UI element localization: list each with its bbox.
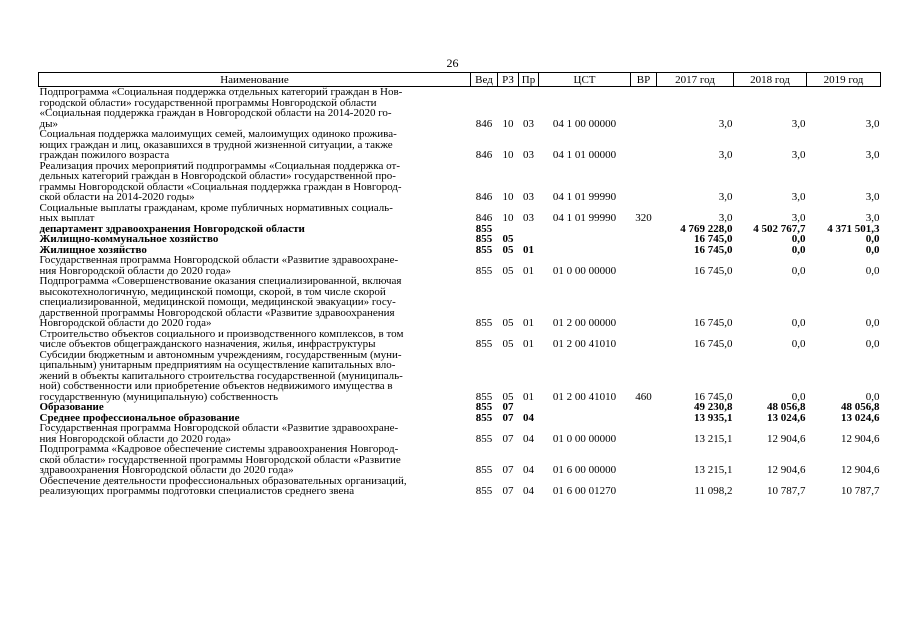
row-name-line: ных выплат: [39, 212, 95, 224]
row-2019: 0,0: [865, 390, 880, 403]
row-2019: 0,0: [865, 233, 880, 245]
row-ved: 846: [475, 212, 493, 224]
row-name: [39, 203, 471, 224]
row-2017: 16 745,0: [694, 338, 733, 350]
row-vr: [631, 423, 657, 444]
header-vr: ВР: [631, 73, 657, 87]
row-rz: 07: [502, 464, 514, 476]
table-row: [39, 423, 881, 444]
row-cst: 01 2 00 41010: [552, 390, 617, 403]
row-2017: 13 215,1: [694, 464, 733, 476]
row-2018: 3,0: [791, 117, 806, 130]
table-row: [39, 476, 881, 497]
row-vr: [631, 161, 657, 203]
row-2017: 13 215,1: [694, 432, 733, 445]
row-name-line: специализированной, медицинской помощи, медицинской эвакуации» госу-: [39, 296, 396, 308]
row-cst: 01 2 00 41010: [552, 338, 617, 350]
row-cst: [539, 245, 631, 256]
table-header-row: [39, 73, 881, 87]
row-rz: 05: [502, 390, 514, 403]
row-name-line: ципальным) унитарным предприятиям на осуществление капитальных вло-: [39, 359, 396, 371]
row-2019: 12 904,6: [841, 464, 880, 476]
row-name: [39, 129, 471, 161]
row-rz: 05: [502, 243, 514, 256]
row-name-line: Подпрограмма «Совершенствование оказания специализированной, включая: [39, 275, 402, 287]
row-2019: 4 371 501,3: [827, 222, 880, 235]
row-2017: 16 745,0: [694, 390, 733, 403]
row-2019: 3,0: [865, 191, 880, 203]
row-rz: 07: [502, 411, 514, 424]
row-2018: 4 502 767,7: [753, 222, 806, 235]
row-rz: 05: [502, 233, 514, 245]
row-name: [39, 423, 471, 444]
row-2018: 12 904,6: [767, 464, 806, 476]
row-name-line: государственную (муниципальную) собственность: [39, 390, 278, 403]
row-name-line: реализующих программы подготовки специалистов среднего звена: [39, 485, 355, 497]
row-ved: 855: [475, 464, 493, 476]
row-cst: 01 0 00 00000: [552, 432, 617, 445]
row-name: [39, 276, 471, 329]
row-2018: 0,0: [791, 233, 806, 245]
row-pr: 04: [523, 432, 534, 445]
row-name-line: Обеспечение деятельности профессиональных образовательных организаций,: [39, 474, 407, 487]
row-2017: 49 230,8: [694, 401, 733, 413]
row-name-line: Подпрограмма «Кадровое обеспечение системы здравоохранения Новгород-: [39, 443, 399, 455]
row-pr: 04: [523, 411, 534, 424]
row-cst: [539, 234, 631, 245]
row-2019: 0,0: [865, 338, 880, 350]
header-ved: Вед: [471, 73, 498, 87]
table-row: [39, 234, 881, 245]
row-pr: 04: [523, 464, 534, 476]
row-2018: 0,0: [791, 243, 806, 256]
header-pr: Пр: [519, 73, 539, 87]
row-name-line: ния Новгородской области до 2020 года»: [39, 432, 232, 445]
row-pr: [519, 224, 539, 235]
row-ved: 855: [475, 390, 493, 403]
table-row: [39, 350, 881, 403]
row-cst: [539, 402, 631, 413]
row-name-line: департамент здравоохранения Новгородской области: [39, 222, 305, 235]
row-name-line: ды»: [39, 117, 58, 130]
row-rz: 05: [502, 264, 514, 277]
row-vr: [631, 87, 657, 130]
page-number: 26: [446, 56, 459, 70]
row-2019: 3,0: [865, 117, 880, 130]
row-2019: 13 024,6: [841, 411, 880, 424]
row-pr: 01: [523, 243, 534, 256]
row-rz: 10: [502, 191, 514, 203]
row-cst: 04 1 00 00000: [552, 117, 617, 130]
row-name-line: Государственная программа Новгородской области «Развитие здравоохране-: [39, 254, 399, 266]
row-pr: [519, 402, 539, 413]
row-2018: 48 056,8: [767, 401, 806, 413]
row-name-line: Строительство объектов социального и производственного комплексов, в том: [39, 327, 404, 340]
table-row: [39, 329, 881, 350]
row-ved: 855: [475, 264, 493, 277]
row-2019: 48 056,8: [841, 401, 880, 413]
row-name-line: Жилищное хозяйство: [39, 243, 147, 256]
row-rz: 10: [502, 117, 514, 130]
row-ved: 855: [475, 222, 493, 235]
row-name-line: Социальная поддержка малоимущих семей, малоимущих одиноко прожива-: [39, 128, 397, 140]
row-ved: 846: [475, 117, 493, 130]
row-name-line: ния Новгородской области до 2020 года»: [39, 264, 232, 277]
row-name-line: ющих граждан и лиц, оказавшихся в трудной жизненной ситуации, а также: [39, 138, 393, 151]
row-2018: 12 904,6: [767, 432, 806, 445]
row-name-line: Государственная программа Новгородской области «Развитие здравоохране-: [39, 422, 399, 434]
row-pr: 04: [523, 485, 534, 497]
row-name-line: Образование: [39, 401, 104, 413]
header-rz: РЗ: [498, 73, 519, 87]
row-name-line: здравоохранения Новгородской области до 2020 года»: [39, 464, 294, 476]
row-2019: 3,0: [865, 149, 880, 161]
row-cst: 04 1 01 99990: [552, 212, 617, 224]
row-vr: [631, 413, 657, 424]
row-2017: 16 745,0: [694, 317, 733, 329]
budget-table: [38, 72, 881, 497]
row-2018: 10 787,7: [767, 485, 806, 497]
row-name: [39, 444, 471, 476]
row-cst: [539, 413, 631, 424]
row-name-line: Субсидии бюджетным и автономным учреждениям, государственным (муни-: [39, 348, 402, 361]
row-name-line: числе объектов общегражданского назначения, жилья, инфраструктуры: [39, 338, 376, 350]
table-row: [39, 203, 881, 224]
row-name: [39, 161, 471, 203]
header-cst: ЦСТ: [539, 73, 631, 87]
row-name: [39, 350, 471, 403]
row-rz: 07: [502, 485, 514, 497]
row-cst: 04 1 01 99990: [552, 191, 617, 203]
row-pr: 03: [523, 191, 534, 203]
row-ved: 855: [475, 233, 493, 245]
row-2019: 3,0: [865, 212, 880, 224]
table-row: [39, 255, 881, 276]
row-pr: 03: [523, 212, 534, 224]
row-ved: 855: [475, 338, 493, 350]
row-vr: 460: [635, 390, 652, 403]
row-pr: [519, 234, 539, 245]
row-name-line: ной) собственности или приобретение объектов недвижимого имущества в: [39, 380, 393, 392]
row-name-line: граждан пожилого возраста: [39, 149, 170, 161]
header-2017: 2017 год: [657, 73, 734, 87]
header-name: Наименование: [39, 73, 471, 87]
row-2018: 0,0: [791, 338, 806, 350]
row-name-line: Социальные выплаты гражданам, кроме публичных нормативных социаль-: [39, 201, 393, 214]
row-cst: 01 6 00 01270: [552, 485, 617, 497]
row-2018: 0,0: [791, 390, 806, 403]
row-name-line: Жилищно-коммунальное хозяйство: [39, 233, 219, 245]
row-2017: 16 745,0: [694, 264, 733, 277]
row-ved: 846: [475, 191, 493, 203]
row-rz: 07: [502, 401, 514, 413]
row-2017: 3,0: [718, 117, 733, 130]
row-name-line: дельных категорий граждан в Новгородской области» государственной про-: [39, 170, 396, 182]
row-2018: 13 024,6: [767, 411, 806, 424]
row-2017: 13 935,1: [694, 411, 733, 424]
row-ved: 855: [475, 432, 493, 445]
row-rz: 10: [502, 149, 514, 161]
row-ved: 855: [475, 485, 493, 497]
row-cst: 01 6 00 00000: [552, 464, 617, 476]
row-name-line: жений в объекты капитального строительства государственной (муниципаль-: [39, 369, 403, 382]
table-row: [39, 444, 881, 476]
row-vr: [631, 255, 657, 276]
row-name-line: граммы Новгородской области «Социальная поддержка граждан в Новгород-: [39, 180, 402, 193]
row-vr: [631, 329, 657, 350]
row-rz: 05: [502, 338, 514, 350]
row-2017: 16 745,0: [694, 243, 733, 256]
row-rz: 05: [502, 317, 514, 329]
row-name-line: городской области» государственной программы Новгородской области: [39, 96, 377, 109]
row-2017: 4 769 228,0: [680, 222, 733, 235]
row-pr: 03: [523, 117, 534, 130]
row-cst: 04 1 01 00000: [552, 149, 617, 161]
row-2018: 3,0: [791, 149, 806, 161]
row-2018: 0,0: [791, 264, 806, 277]
table-row: [39, 276, 881, 329]
row-vr: [631, 444, 657, 476]
row-cst: 01 2 00 00000: [552, 317, 617, 329]
row-2019: 12 904,6: [841, 432, 880, 445]
row-name-line: Новгородской области до 2020 года»: [39, 317, 212, 329]
row-2019: 0,0: [865, 243, 880, 256]
row-pr: 01: [523, 338, 534, 350]
row-cst: [539, 224, 631, 235]
row-name: [39, 87, 471, 130]
row-vr: [631, 129, 657, 161]
row-2019: 10 787,7: [841, 485, 880, 497]
row-name-line: Подпрограмма «Социальная поддержка отдельных категорий граждан в Нов-: [39, 86, 403, 98]
row-pr: 01: [523, 390, 534, 403]
row-cst: 01 0 00 00000: [552, 264, 617, 277]
row-vr: [631, 245, 657, 256]
row-ved: 855: [475, 401, 493, 413]
row-name-line: Среднее профессиональное образование: [39, 411, 240, 424]
row-vr: [631, 224, 657, 235]
row-rz: 10: [502, 212, 514, 224]
row-name-line: высокотехнологичную, медицинской помощи, скорой, в том числе скорой: [39, 285, 386, 298]
table-row: [39, 161, 881, 203]
row-name-line: ской области на 2014-2020 годы»: [39, 191, 195, 203]
row-name: [39, 329, 471, 350]
row-pr: 01: [523, 317, 534, 329]
row-2017: 3,0: [718, 191, 733, 203]
row-pr: 03: [523, 149, 534, 161]
row-vr: [631, 276, 657, 329]
header-2018: 2018 год: [734, 73, 807, 87]
row-name: [39, 255, 471, 276]
row-2018: 3,0: [791, 212, 806, 224]
row-vr: [631, 234, 657, 245]
row-ved: 846: [475, 149, 493, 161]
row-2019: 0,0: [865, 264, 880, 277]
row-ved: 855: [475, 411, 493, 424]
row-2017: 3,0: [718, 149, 733, 161]
row-2019: 0,0: [865, 317, 880, 329]
header-2019: 2019 год: [807, 73, 881, 87]
row-vr: [631, 476, 657, 497]
row-name-line: дарственной программы Новгородской области «Развитие здравоохранения: [39, 306, 395, 319]
table-row: [39, 87, 881, 130]
row-ved: 855: [475, 243, 493, 256]
row-2018: 0,0: [791, 317, 806, 329]
table-body: [39, 87, 881, 497]
table-row: [39, 129, 881, 161]
row-2017: 16 745,0: [694, 233, 733, 245]
row-ved: 855: [475, 317, 493, 329]
row-2018: 3,0: [791, 191, 806, 203]
row-vr: 320: [635, 212, 652, 224]
row-2017: 11 098,2: [694, 485, 733, 497]
row-rz: 07: [502, 432, 514, 445]
row-name: [39, 476, 471, 497]
row-2017: 3,0: [718, 212, 733, 224]
row-vr: [631, 402, 657, 413]
row-name-line: ской области» государственной программы Новгородской области «Развитие: [39, 453, 401, 466]
row-name-line: Реализация прочих мероприятий подпрограммы «Социальная поддержка от-: [39, 159, 400, 172]
row-name-line: «Социальная поддержка граждан в Новгородской области на 2014-2020 го-: [39, 107, 392, 119]
row-pr: 01: [523, 264, 534, 277]
